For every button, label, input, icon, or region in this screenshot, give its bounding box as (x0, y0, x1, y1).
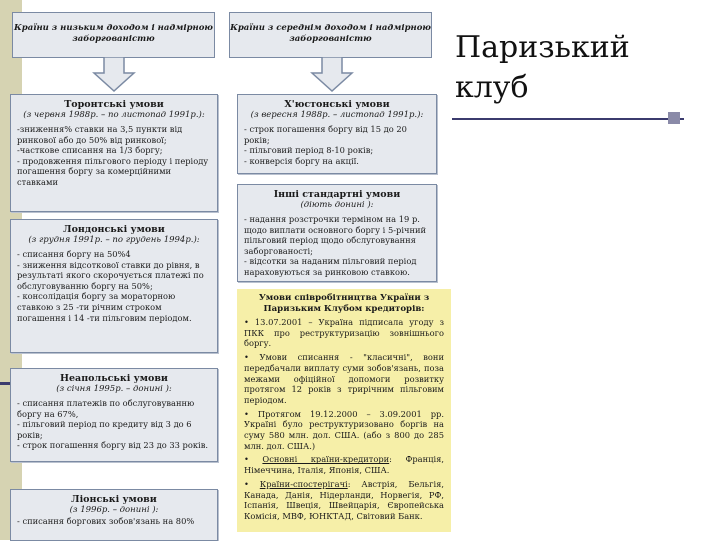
ukraine-item-label: Країни-спостерігачі (259, 478, 348, 489)
decorative-square (668, 112, 680, 124)
naples-line: - пільговий період по кредиту від 3 до 6 років; (17, 419, 192, 440)
houston-line: - конверсія боргу на акції. (244, 155, 359, 166)
ukraine-title: Умови співробітництва України з Паризьким Клубом кредиторів: (258, 293, 430, 314)
houston-line: - пільговий період 8-10 років; (244, 145, 374, 156)
decorative-line-title (452, 118, 684, 120)
london-terms-box (10, 219, 218, 353)
header-low-income (12, 12, 215, 58)
houston-line: - строк погашення боргу від 15 до 20 років; (244, 124, 407, 145)
other-terms-title: Інші стандартні умови (273, 189, 401, 200)
ukraine-cooperation-box (237, 289, 451, 532)
lyon-line: - списання боргових зобов'язань на 80% (17, 516, 195, 526)
other-terms-line: - надання розстрочки терміном на 19 р. щодо виплати основного боргу і 5-річний пільговий період щодо обслуговування заборгованості; (244, 214, 427, 256)
naples-line: - списання платежів по обслуговуванню боргу на 67%, (17, 398, 195, 419)
header-middle-income (229, 12, 432, 58)
toronto-line: -часткове списання на 1/3 боргу; (17, 145, 163, 156)
houston-subtitle: (з вересня 1988р. – листопад 1991р.): (250, 110, 424, 120)
lyon-subtitle: (з 1996р. – донині ): (69, 505, 159, 515)
header-low-income-text: Країни з низьким доходом і надмірною заборгованістю (14, 23, 213, 44)
naples-title: Неапольські умови (60, 373, 168, 384)
down-arrow-icon (310, 57, 354, 93)
toronto-line: -зниження% ставки на 3,5 пункти від ринкової або до 50% від ринкової; (17, 124, 183, 145)
toronto-line: - продовження пільгового періоду і періоду погашення боргу за комерційними ставками (17, 155, 209, 187)
toronto-subtitle: (з червня 1988р. – по листопад 1991р.): (23, 110, 205, 120)
ukraine-item-text: : Австрія, Бельгія, Канада, Данія, Нідерланди, Норвегія, РФ, Іспанія, Швеція, Швейцарія, Європейська Комісія, МВФ, ЮНКТАД, Світовий Банк. (244, 478, 445, 521)
toronto-title: Торонтські умови (64, 99, 164, 110)
down-arrow-icon (92, 57, 136, 93)
london-line: - зниження відсоткової ставки до рівня, в результаті якого скорочується платежі по обслуговуванню боргу на 50%; (17, 259, 204, 291)
ukraine-item: • Умови списання - "класичні", вони передбачали виплату суми зобов'язань, поза межами офіційної допомоги розвитку протягом 12 років з трирічним пільговим періодом. (244, 352, 444, 405)
houston-terms-box (237, 94, 437, 174)
ukraine-item: • Протягом 19.12.2000 – 3.09.2001 рр. Україні було реструктуризовано боргів на суму 580 млн. дол. США. (або з 800 до 285 млн. дол. США.) (244, 408, 444, 451)
ukraine-item: • Країни-спостерігачі: Австрія, Бельгія, Канада, Данія, Нідерланди, Норвегія, РФ, Іспанія, Швеція, Швейцарія, Європейська Комісія, МВФ, ЮНКТАД, Світовий Банк. (244, 478, 445, 521)
london-title: Лондонські умови (63, 224, 165, 235)
ukraine-item-text: : Франція, Німеччина, Італія, Японія, США. (244, 454, 445, 476)
toronto-terms-box (10, 94, 218, 212)
houston-title: Х'юстонські умови (284, 99, 390, 110)
london-line: - списання боргу на 50%4 (17, 249, 131, 259)
naples-terms-box (10, 368, 218, 462)
ukraine-item-label: Основні країни-кредитори (262, 454, 390, 465)
slide-title-line-1: Паризький (455, 30, 630, 65)
header-middle-income-text: Країни з середнім доходом і надмірною заборгованістю (230, 23, 431, 44)
slide-title (455, 28, 630, 108)
naples-subtitle: (з січня 1995р. – донині ): (56, 384, 172, 394)
slide-title-line-2: клуб (455, 70, 529, 105)
lyon-terms-box (10, 489, 218, 541)
other-standard-terms-box (237, 184, 437, 282)
other-terms-line: - відсотки за наданим пільговий період нараховуються за ринковою ставкою. (244, 256, 417, 277)
other-terms-subtitle: (діють донині ): (300, 200, 374, 210)
lyon-title: Ліонські умови (71, 494, 157, 505)
ukraine-item: • Основні країни-кредитори: Франція, Німеччина, Італія, Японія, США. (244, 454, 445, 476)
london-line: - консолідація боргу за мораторною ставкою з 25 -ти річним строком погашення і 14 -ти пільговим періодом. (17, 291, 192, 323)
london-subtitle: (з грудня 1991р. – по грудень 1994р.): (28, 235, 200, 245)
naples-line: - строк погашення боргу від 23 до 33 років. (17, 440, 209, 451)
ukraine-item: • 13.07.2001 – Україна підписала угоду з ПКК про реструктуризацію зовнішнього боргу. (244, 317, 444, 349)
